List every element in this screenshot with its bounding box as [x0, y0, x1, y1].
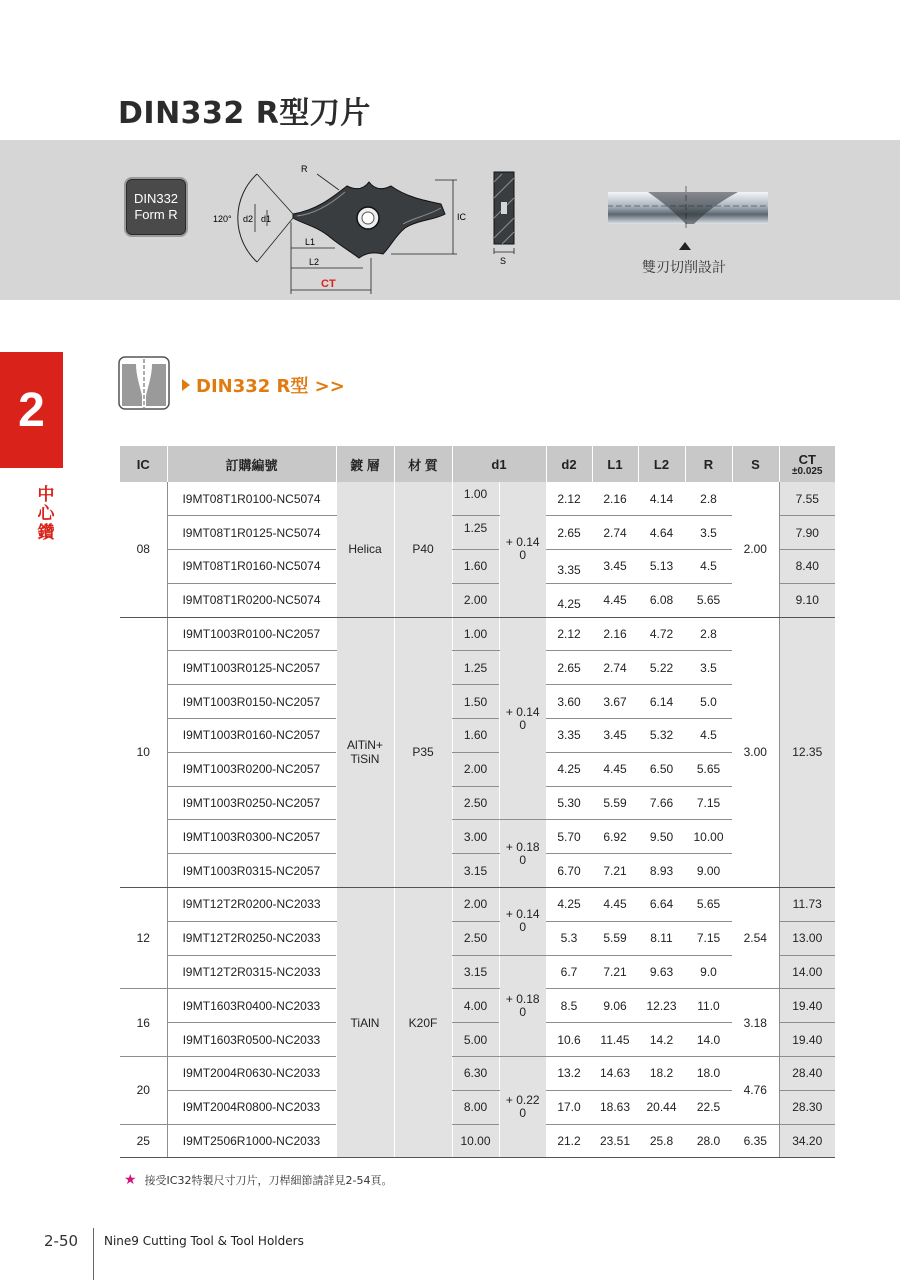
l1-label: L1 — [305, 237, 316, 247]
ic-cell: 25 — [120, 1124, 167, 1158]
s-cell: 3.00 — [732, 617, 779, 887]
ct-label: CT — [321, 278, 336, 290]
l1-cell: 9.06 — [592, 989, 638, 1023]
d1-cell: 1.50 — [452, 685, 499, 719]
table-row — [120, 516, 835, 550]
d1-cell: 3.15 — [452, 955, 499, 989]
photo-caption: 雙刃切削設計 — [642, 260, 726, 276]
ic-cell: 12 — [120, 888, 167, 989]
coating-cell: TiAlN — [336, 888, 394, 1158]
d1-cell: 2.50 — [452, 921, 499, 955]
d2-cell: 5.30 — [546, 786, 592, 820]
r-cell: 7.15 — [685, 921, 732, 955]
table-row — [120, 1023, 835, 1057]
l1-cell: 14.63 — [592, 1057, 638, 1091]
d2-cell: 13.2 — [546, 1057, 592, 1091]
hero-banner — [0, 140, 900, 300]
d2-cell: 5.70 — [546, 820, 592, 854]
s-cell: 4.76 — [732, 1057, 779, 1125]
l1-cell: 5.59 — [592, 921, 638, 955]
l2-cell: 12.23 — [638, 989, 685, 1023]
l1-cell: 23.51 — [592, 1124, 638, 1158]
l1-cell: 2.16 — [592, 482, 638, 516]
order-code: I9MT1003R0300-NC2057 — [167, 820, 336, 854]
ct-cell: 19.40 — [779, 1023, 835, 1057]
s-label: S — [500, 256, 507, 266]
chapter-tab: 2 — [0, 352, 63, 468]
d2-cell: 2.65 — [546, 516, 592, 550]
ct-cell: 34.20 — [779, 1124, 835, 1158]
table-row — [120, 786, 835, 820]
l1-cell: 3.67 — [592, 685, 638, 719]
l2-cell: 25.8 — [638, 1124, 685, 1158]
r-cell: 3.5 — [685, 651, 732, 685]
l1-cell: 4.45 — [592, 888, 638, 922]
l1-cell: 11.45 — [592, 1023, 638, 1057]
material-cell: K20F — [394, 888, 452, 1158]
l2-cell: 5.13 — [638, 550, 685, 584]
l1-cell: 7.21 — [592, 854, 638, 888]
tolerance-cell — [499, 1057, 546, 1158]
d1-cell: 2.00 — [452, 888, 499, 922]
chapter-name: 中心鑽 — [37, 485, 55, 543]
l1-cell: 6.92 — [592, 820, 638, 854]
tolerance-plus: + 0.14 — [505, 704, 540, 719]
d1-cell: 2.50 — [452, 786, 499, 820]
d2-cell: 3.60 — [546, 685, 592, 719]
l2-cell: 6.08 — [638, 583, 685, 617]
d1-cell: 1.00 — [452, 617, 499, 651]
l2-cell: 18.2 — [638, 1057, 685, 1091]
insert-photo — [608, 186, 768, 230]
d1-cell: 1.25 — [452, 651, 499, 685]
ct-cell: 14.00 — [779, 955, 835, 989]
d1-cell: 8.00 — [452, 1090, 499, 1124]
section-heading — [182, 372, 345, 398]
d1-cell — [452, 516, 499, 550]
d1-cell: 1.60 — [452, 550, 499, 584]
ic-cell: 16 — [120, 989, 167, 1057]
ct-cell: 28.40 — [779, 1057, 835, 1091]
order-code: I9MT1003R0160-NC2057 — [167, 719, 336, 753]
d2-value: 3.35 — [557, 563, 581, 578]
order-code: I9MT1003R0250-NC2057 — [167, 786, 336, 820]
table-header-row — [120, 446, 835, 482]
footer-divider — [93, 1228, 94, 1280]
s-cell: 2.54 — [732, 888, 779, 989]
tolerance-cell — [499, 888, 546, 956]
order-code: I9MT08T1R0160-NC5074 — [167, 550, 336, 584]
r-cell: 9.00 — [685, 854, 732, 888]
r-cell: 5.65 — [685, 888, 732, 922]
header-code: 訂購編號 — [167, 446, 336, 482]
l2-cell: 6.64 — [638, 888, 685, 922]
tolerance-minus: 0 — [519, 852, 527, 867]
r-cell: 10.00 — [685, 820, 732, 854]
tolerance-minus: 0 — [519, 548, 527, 563]
d2-cell: 4.25 — [546, 752, 592, 786]
order-code: I9MT2506R1000-NC2033 — [167, 1124, 336, 1158]
d1-cell: 2.00 — [452, 752, 499, 786]
badge-line-1: DIN332 — [133, 191, 179, 206]
l2-cell: 6.14 — [638, 685, 685, 719]
l1-cell: 2.74 — [592, 516, 638, 550]
insert-dimension-drawing — [205, 152, 480, 300]
l1-cell: 18.63 — [592, 1090, 638, 1124]
form-badge — [124, 177, 188, 237]
l2-cell: 8.93 — [638, 854, 685, 888]
table-row — [120, 989, 835, 1023]
table-row — [120, 854, 835, 888]
d2-cell: 21.2 — [546, 1124, 592, 1158]
d2-cell: 2.65 — [546, 651, 592, 685]
r-label: R — [301, 164, 308, 174]
r-cell: 11.0 — [685, 989, 732, 1023]
table-row — [120, 482, 835, 516]
d2-cell — [546, 583, 592, 617]
d2-cell: 5.3 — [546, 921, 592, 955]
badge-line-2: Form R — [134, 207, 178, 222]
d2-cell: 10.6 — [546, 1023, 592, 1057]
r-cell: 2.8 — [685, 482, 732, 516]
header-l1: L1 — [592, 446, 638, 482]
ct-cell: 13.00 — [779, 921, 835, 955]
d1-cell: 2.00 — [452, 583, 499, 617]
tolerance-minus: 0 — [519, 1004, 527, 1019]
l1-cell: 3.45 — [592, 719, 638, 753]
tolerance-minus: 0 — [519, 920, 527, 935]
table-row — [120, 617, 835, 651]
d1-value: 1.00 — [463, 486, 488, 501]
d1-cell: 4.00 — [452, 989, 499, 1023]
table-row — [120, 955, 835, 989]
d2-cell: 3.35 — [546, 719, 592, 753]
table-row — [120, 719, 835, 753]
tolerance-cell — [499, 617, 546, 820]
header-s: S — [732, 446, 779, 482]
l1-cell: 3.45 — [592, 550, 638, 584]
d2-value: 2.12 — [557, 491, 581, 506]
tolerance-plus: + 0.18 — [505, 991, 540, 1006]
header-d1: d1 — [452, 446, 546, 482]
l2-cell: 8.11 — [638, 921, 685, 955]
r-cell: 7.15 — [685, 786, 732, 820]
order-code: I9MT1003R0150-NC2057 — [167, 685, 336, 719]
l1-cell: 5.59 — [592, 786, 638, 820]
ic-cell: 20 — [120, 1057, 167, 1125]
table-row — [120, 685, 835, 719]
d1-cell: 3.00 — [452, 820, 499, 854]
table-row — [120, 921, 835, 955]
l2-cell: 4.72 — [638, 617, 685, 651]
r-cell: 4.5 — [685, 550, 732, 584]
d2-cell: 4.25 — [546, 888, 592, 922]
ct-cell: 7.90 — [779, 516, 835, 550]
tolerance-minus: 0 — [519, 717, 527, 732]
r-cell: 5.65 — [685, 583, 732, 617]
order-code: I9MT12T2R0315-NC2033 — [167, 955, 336, 989]
coating-cell — [336, 617, 394, 887]
tolerance-cell — [499, 820, 546, 888]
l2-cell: 4.14 — [638, 482, 685, 516]
angle-label: 120° — [213, 214, 232, 224]
footnote — [124, 1172, 392, 1188]
order-code: I9MT1603R0500-NC2033 — [167, 1023, 336, 1057]
header-ct-label: CT — [798, 451, 816, 467]
ct-cell: 7.55 — [779, 482, 835, 516]
table-row — [120, 1124, 835, 1158]
insert-side-view — [488, 168, 528, 268]
star-icon: ★ — [124, 1172, 137, 1188]
s-cell: 2.00 — [732, 482, 779, 617]
d1-cell: 3.15 — [452, 854, 499, 888]
order-code: I9MT12T2R0250-NC2033 — [167, 921, 336, 955]
d2-cell — [546, 550, 592, 584]
l2-cell: 9.63 — [638, 955, 685, 989]
caption-arrow-icon — [679, 242, 691, 250]
order-code: I9MT1603R0400-NC2033 — [167, 989, 336, 1023]
d2-label: d2 — [243, 214, 254, 224]
l2-label: L2 — [309, 257, 320, 267]
s-cell: 6.35 — [732, 1124, 779, 1158]
tolerance-plus: + 0.14 — [505, 535, 540, 550]
order-code: I9MT08T1R0125-NC5074 — [167, 516, 336, 550]
table-row — [120, 1057, 835, 1091]
l2-cell: 5.22 — [638, 651, 685, 685]
tolerance-cell — [499, 955, 546, 1056]
header-ct — [779, 446, 835, 482]
ct-cell: 11.73 — [779, 888, 835, 922]
d1-cell: 1.60 — [452, 719, 499, 753]
tolerance-cell — [499, 482, 546, 617]
d2-cell: 2.12 — [546, 617, 592, 651]
table-row — [120, 752, 835, 786]
table-row — [120, 550, 835, 584]
ct-cell: 28.30 — [779, 1090, 835, 1124]
r-cell: 3.5 — [685, 516, 732, 550]
d1-label: d1 — [261, 214, 272, 224]
material-cell: P35 — [394, 617, 452, 887]
l1-cell: 4.45 — [592, 583, 638, 617]
l2-cell: 9.50 — [638, 820, 685, 854]
footnote-text: 接受IC32特製尺寸刀片，刀桿細節請詳見2-54頁。 — [144, 1174, 393, 1187]
table-row — [120, 1090, 835, 1124]
tolerance-plus: + 0.22 — [505, 1093, 540, 1108]
r-cell: 4.5 — [685, 719, 732, 753]
r-cell: 5.0 — [685, 685, 732, 719]
coating-cell: Helica — [336, 482, 394, 617]
l2-cell: 7.66 — [638, 786, 685, 820]
order-code: I9MT2004R0630-NC2033 — [167, 1057, 336, 1091]
ct-cell: 19.40 — [779, 989, 835, 1023]
table-row — [120, 888, 835, 922]
l2-cell: 4.64 — [638, 516, 685, 550]
l1-cell: 2.16 — [592, 617, 638, 651]
section-heading-text: DIN332 R型 >> — [196, 376, 345, 397]
page-number: 2-50 — [44, 1232, 79, 1250]
ic-label: IC — [457, 212, 466, 222]
r-cell: 5.65 — [685, 752, 732, 786]
d1-cell: 5.00 — [452, 1023, 499, 1057]
l2-cell: 6.50 — [638, 752, 685, 786]
r-cell: 9.0 — [685, 955, 732, 989]
ic-cell: 08 — [120, 482, 167, 617]
d1-value: 1.25 — [463, 520, 488, 535]
header-l2: L2 — [638, 446, 685, 482]
l2-cell: 14.2 — [638, 1023, 685, 1057]
d2-cell: 8.5 — [546, 989, 592, 1023]
header-r: R — [685, 446, 732, 482]
l1-cell: 2.74 — [592, 651, 638, 685]
material-cell: P40 — [394, 482, 452, 617]
table-row — [120, 583, 835, 617]
l1-cell: 7.21 — [592, 955, 638, 989]
order-code: I9MT08T1R0200-NC5074 — [167, 583, 336, 617]
header-material: 材 質 — [394, 446, 452, 482]
r-cell: 18.0 — [685, 1057, 732, 1091]
d1-cell: 6.30 — [452, 1057, 499, 1091]
r-cell: 28.0 — [685, 1124, 732, 1158]
tolerance-plus: + 0.14 — [505, 907, 540, 922]
header-ic: IC — [120, 446, 167, 482]
header-coating: 鍍 層 — [336, 446, 394, 482]
ct-cell: 9.10 — [779, 583, 835, 617]
d1-cell: 10.00 — [452, 1124, 499, 1158]
l1-cell: 4.45 — [592, 752, 638, 786]
order-code: I9MT1003R0125-NC2057 — [167, 651, 336, 685]
l2-cell: 5.32 — [638, 719, 685, 753]
header-ct-tolerance: ±0.025 — [791, 465, 823, 477]
table-row — [120, 651, 835, 685]
order-code: I9MT1003R0315-NC2057 — [167, 854, 336, 888]
table-row — [120, 820, 835, 854]
d2-cell: 6.7 — [546, 955, 592, 989]
d1-cell — [452, 482, 499, 516]
spec-table — [120, 446, 835, 1158]
ct-cell: 8.40 — [779, 550, 835, 584]
r-cell: 14.0 — [685, 1023, 732, 1057]
ct-cell: 12.35 — [779, 617, 835, 887]
bullet-arrow-icon — [182, 379, 190, 391]
order-code: I9MT08T1R0100-NC5074 — [167, 482, 336, 516]
order-code: I9MT12T2R0200-NC2033 — [167, 888, 336, 922]
d2-value: 4.25 — [557, 597, 581, 612]
order-code: I9MT2004R0800-NC2033 — [167, 1090, 336, 1124]
r-cell: 2.8 — [685, 617, 732, 651]
l2-cell: 20.44 — [638, 1090, 685, 1124]
r-cell: 22.5 — [685, 1090, 732, 1124]
d2-cell — [546, 482, 592, 516]
tolerance-minus: 0 — [519, 1106, 527, 1121]
order-code: I9MT1003R0100-NC2057 — [167, 617, 336, 651]
s-cell: 3.18 — [732, 989, 779, 1057]
tolerance-plus: + 0.18 — [505, 839, 540, 854]
coating-text: AlTiN+ TiSiN — [347, 738, 383, 767]
page-title: DIN332 R型刀片 — [118, 96, 371, 131]
footer-brand: Nine9 Cutting Tool & Tool Holders — [104, 1234, 304, 1248]
order-code: I9MT1003R0200-NC2057 — [167, 752, 336, 786]
center-hole-icon — [118, 356, 170, 410]
d2-cell: 6.70 — [546, 854, 592, 888]
header-d2: d2 — [546, 446, 592, 482]
d2-cell: 17.0 — [546, 1090, 592, 1124]
ic-cell: 10 — [120, 617, 167, 887]
